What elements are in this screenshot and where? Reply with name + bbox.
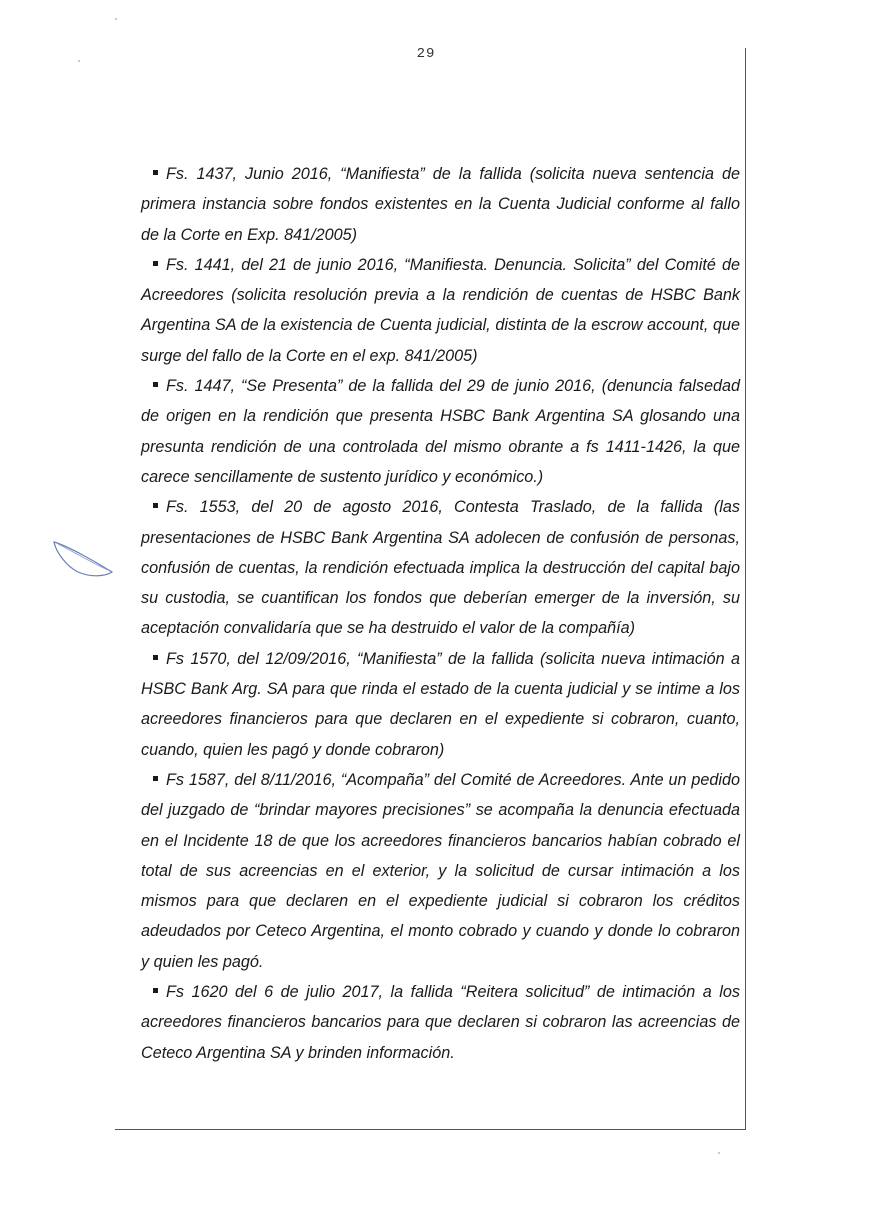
bullet-icon xyxy=(153,170,158,175)
scan-speck xyxy=(78,60,80,62)
bullet-icon xyxy=(153,988,158,993)
entry-text: Fs 1587, del 8/11/2016, “Acompaña” del Comité de Acreedores. Ante un pedido del juzgado de “brindar mayores precisiones” se acompaña la denuncia efectuada en el Incidente 18 de que los acreedores financieros bancarios habían cobrado el total de sus acreencias en el exterior, y la solicitud de cursar intimación a los mismos para que declaren en el expediente judicial si cobraron los créditos adeudados por Ceteco Argentina, el monto cobrado y cuando y donde lo cobraron y quien les pagó. xyxy=(141,770,740,971)
list-item xyxy=(141,250,740,371)
bottom-rule xyxy=(115,1129,746,1130)
entry-text: Fs. 1447, “Se Presenta” de la fallida del 29 de junio 2016, (denuncia falsedad de origen en la rendición que presenta HSBC Bank Argentina SA glosando una presunta rendición de una controlada del mismo obrante a fs 1411-1426, la que carece sencillamente de sustento jurídico y económico.) xyxy=(141,377,740,486)
entry-text: Fs. 1553, del 20 de agosto 2016, Contesta Traslado, de la fallida (las presentaciones de HSBC Bank Argentina SA adolecen de confusión de personas, confusión de cuentas, la rendición efectuada implica la destrucción del capital bajo su custodia, se cuantifican los fondos que deberían emerger de la inversión, su aceptación convalidaría que se ha destruido el valor de la compañía) xyxy=(141,498,740,638)
list-item xyxy=(141,371,740,492)
handwritten-pen-mark xyxy=(48,536,118,582)
entry-text: Fs. 1437, Junio 2016, “Manifiesta” de la fallida (solicita nueva sentencia de primera instancia sobre fondos existentes en la Cuenta Judicial conforme al fallo de la Corte en Exp. 841/2005) xyxy=(141,165,740,244)
bullet-icon xyxy=(153,655,158,660)
list-item xyxy=(141,765,740,977)
right-margin-rule xyxy=(745,48,746,1130)
list-item xyxy=(141,644,740,765)
bullet-icon xyxy=(153,382,158,387)
entry-text: Fs. 1441, del 21 de junio 2016, “Manifiesta. Denuncia. Solicita” del Comité de Acreedores (solicita resolución previa a la rendición de cuentas de HSBC Bank Argentina SA de la existencia de Cuenta judicial, distinta de la escrow account, que surge del fallo de la Corte en el exp. 841/2005) xyxy=(141,255,740,365)
list-item xyxy=(141,977,740,1068)
entry-text: Fs 1570, del 12/09/2016, “Manifiesta” de la fallida (solicita nueva intimación a HSBC Bank Arg. SA para que rinda el estado de la cuenta judicial y se intime a los acreedores financieros para que declaren en el expediente si cobraron, cuanto, cuando, quien les pagó y donde cobraron) xyxy=(141,649,740,759)
scan-speck xyxy=(115,18,117,20)
list-item xyxy=(141,492,740,643)
bullet-icon xyxy=(153,503,158,508)
page-number: 29 xyxy=(416,46,436,62)
scan-speck xyxy=(718,1152,720,1154)
document-body xyxy=(141,159,740,1068)
bullet-icon xyxy=(153,261,158,266)
bullet-icon xyxy=(153,776,158,781)
entry-text: Fs 1620 del 6 de julio 2017, la fallida “Reitera solicitud” de intimación a los acreedores financieros bancarios para que declaren si cobraron las acreencias de Ceteco Argentina SA y brinden información. xyxy=(141,983,740,1062)
list-item xyxy=(141,159,740,250)
